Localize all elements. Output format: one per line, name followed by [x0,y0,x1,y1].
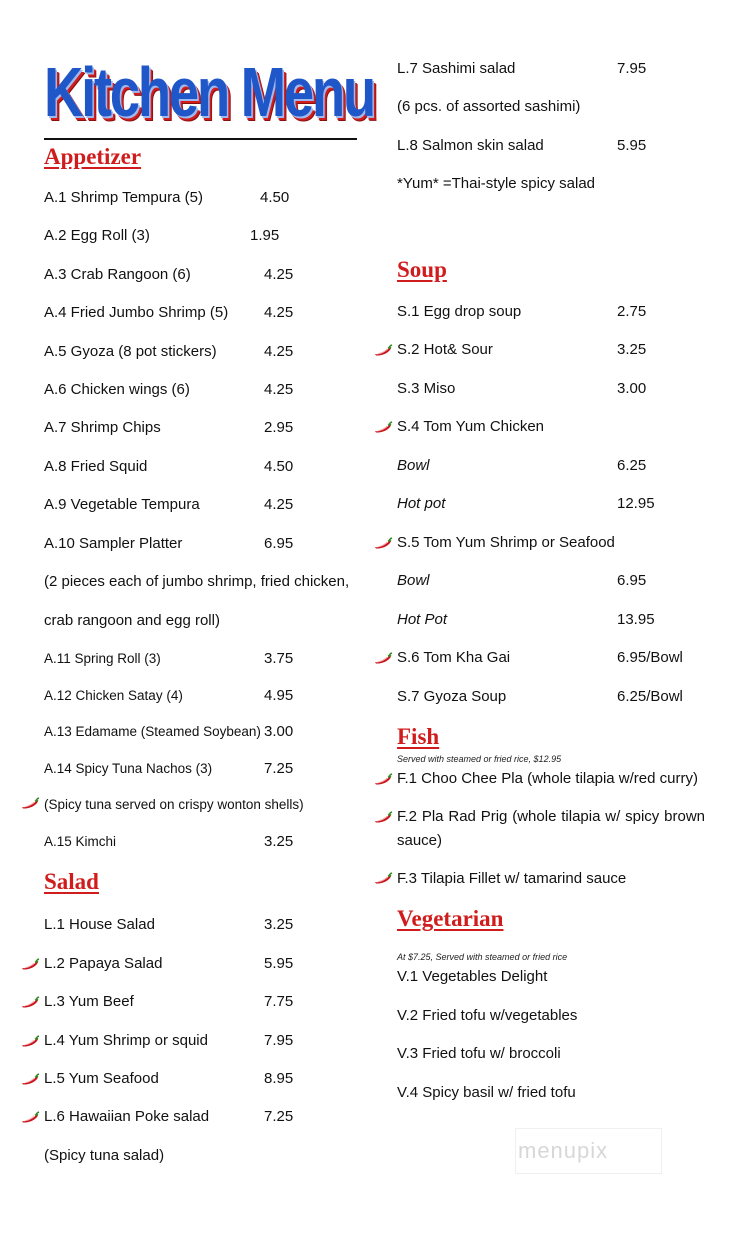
menu-item-price: 3.00 [617,380,647,397]
menu-item-price: 6.95 [617,572,647,589]
menu-item-price: 4.50 [264,458,294,475]
section-note-fish: Served with steamed or fried rice, $12.95 [397,754,562,764]
spicy-chili-icon [20,1111,40,1123]
spicy-chili-icon [373,872,393,884]
section-heading-fish: Fish [397,724,440,749]
menu-item-name: S.5 Tom Yum Shrimp or Seafood [397,534,615,551]
menu-item-price: 7.25 [264,760,294,777]
section-heading-soup: Soup [397,257,447,282]
menu-item-name: L.8 Salmon skin salad [397,137,544,154]
title-divider [44,138,357,140]
menu-item-price: 4.25 [264,381,294,398]
menu-item-price: 3.25 [617,341,647,358]
menu-item-name: A.6 Chicken wings (6) [44,381,190,398]
menu-item-name: V.2 Fried tofu w/vegetables [397,1007,578,1024]
menu-item-name: A.3 Crab Rangoon (6) [44,266,191,283]
menu-item-name: F.3 Tilapia Fillet w/ tamarind sauce [397,870,627,887]
menu-item-name: L.1 House Salad [44,916,155,933]
menu-item-name: L.6 Hawaiian Poke salad [44,1108,210,1125]
spicy-chili-icon [20,996,40,1008]
spicy-chili-icon [20,1073,40,1085]
menu-item-name: A.1 Shrimp Tempura (5) [44,189,203,206]
menu-item-size: Hot pot [397,495,446,512]
spicy-chili-icon [373,811,393,823]
menu-item-price: 3.75 [264,650,294,667]
menu-item-name: V.3 Fried tofu w/ broccoli [397,1045,561,1062]
menu-item-price: 2.75 [617,303,647,320]
menu-item-price: 2.95 [264,419,294,436]
menu-item-price: 6.95 [264,535,294,552]
spicy-chili-icon [20,797,40,809]
menu-item-name: S.6 Tom Kha Gai [397,649,511,666]
menu-item-size: Bowl [397,457,430,474]
menu-item-name: A.9 Vegetable Tempura [44,496,200,513]
menu-item-name: F.2 Pla Rad Prig (whole tilapia w/ spicy brown sauce) [397,808,705,849]
menu-item-price: 4.25 [264,496,294,513]
section-heading-salad: Salad [44,869,99,894]
menu-item-name: S.2 Hot& Sour [397,341,493,358]
menu-item-name: L.4 Yum Shrimp or squid [44,1032,208,1049]
section-heading-appetizer: Appetizer [44,144,142,169]
menu-item-name: A.5 Gyoza (8 pot stickers) [44,343,217,360]
watermark-logo: menupix [518,1138,609,1163]
menu-item-price: 4.25 [264,304,294,321]
menu-item-size: Hot Pot [397,611,448,628]
menu-item-name: A.2 Egg Roll (3) [44,227,150,244]
menu-item-price: 4.50 [260,189,290,206]
menu-item-price: 6.95/Bowl [617,649,683,666]
menu-item-description: (Spicy tuna salad) [44,1147,165,1164]
menu-item-name: A.4 Fried Jumbo Shrimp (5) [44,304,229,321]
menu-item-name: S.3 Miso [397,380,456,397]
menu-item-description: crab rangoon and egg roll) [44,612,220,629]
menu-item-name: A.14 Spicy Tuna Nachos (3) [44,761,213,776]
menu-item-price: 4.95 [264,687,294,704]
menu-item-description: (Spicy tuna served on crispy wonton shells) [44,797,304,812]
menu-item-price: 7.75 [264,993,294,1010]
menu-item-price: 3.25 [264,833,294,850]
menu-item-price: 6.25 [617,457,647,474]
spicy-chili-icon [373,344,393,356]
menu-item-name: A.7 Shrimp Chips [44,419,161,436]
menu-item-description: (6 pcs. of assorted sashimi) [397,98,581,115]
spicy-chili-icon [373,421,393,433]
menu-item-price: 7.95 [617,60,647,77]
spicy-chili-icon [373,773,393,785]
menu-item-price: 5.95 [264,955,294,972]
menu-item-price: 4.25 [264,343,294,360]
menu-item-price: 4.25 [264,266,294,283]
spicy-chili-icon [20,958,40,970]
menu-footnote: *Yum* =Thai-style spicy salad [397,175,596,192]
menu-item-price: 6.25/Bowl [617,688,683,705]
menu-item-price: 3.25 [264,916,294,933]
menu-item-price: 7.95 [264,1032,294,1049]
menu-item-name: L.2 Papaya Salad [44,955,163,972]
menu-item-name: V.4 Spicy basil w/ fried tofu [397,1084,576,1101]
menu-item-name: V.1 Vegetables Delight [397,968,548,985]
menu-title: Kitchen Menu [44,53,374,131]
menu-item-name: A.13 Edamame (Steamed Soybean) [44,724,261,739]
menu-item-name: S.4 Tom Yum Chicken [397,418,545,435]
menu-item-name: A.12 Chicken Satay (4) [44,688,183,703]
menu-item-price: 13.95 [617,611,655,628]
section-heading-vegetarian: Vegetarian [397,906,504,931]
section-note-vegetarian: At $7.25, Served with steamed or fried rice [397,952,568,962]
spicy-chili-icon [373,652,393,664]
menu-item-description: (2 pieces each of jumbo shrimp, fried chicken, [44,573,350,590]
menu-item-name: A.10 Sampler Platter [44,535,183,552]
spicy-chili-icon [20,1035,40,1047]
menu-item-name: L.5 Yum Seafood [44,1070,159,1087]
menu-item-name: A.8 Fried Squid [44,458,148,475]
menu-item-name: S.7 Gyoza Soup [397,688,507,705]
menu-item-size: Bowl [397,572,430,589]
menu-item-price: 3.00 [264,723,294,740]
menu-item-price: 12.95 [617,495,655,512]
menu-item-name: L.7 Sashimi salad [397,60,516,77]
menu-item-price: 1.95 [250,227,280,244]
menu-item-name: F.1 Choo Chee Pla (whole tilapia w/red curry) [397,770,698,787]
menu-item-price: 5.95 [617,137,647,154]
menu-item-name: A.11 Spring Roll (3) [44,651,161,666]
menu-item-name: S.1 Egg drop soup [397,303,522,320]
menu-item-price: 7.25 [264,1108,294,1125]
menu-item-name: A.15 Kimchi [44,834,117,849]
spicy-chili-icon [373,537,393,549]
menu-item-price: 8.95 [264,1070,294,1087]
menu-item-name: L.3 Yum Beef [44,993,134,1010]
